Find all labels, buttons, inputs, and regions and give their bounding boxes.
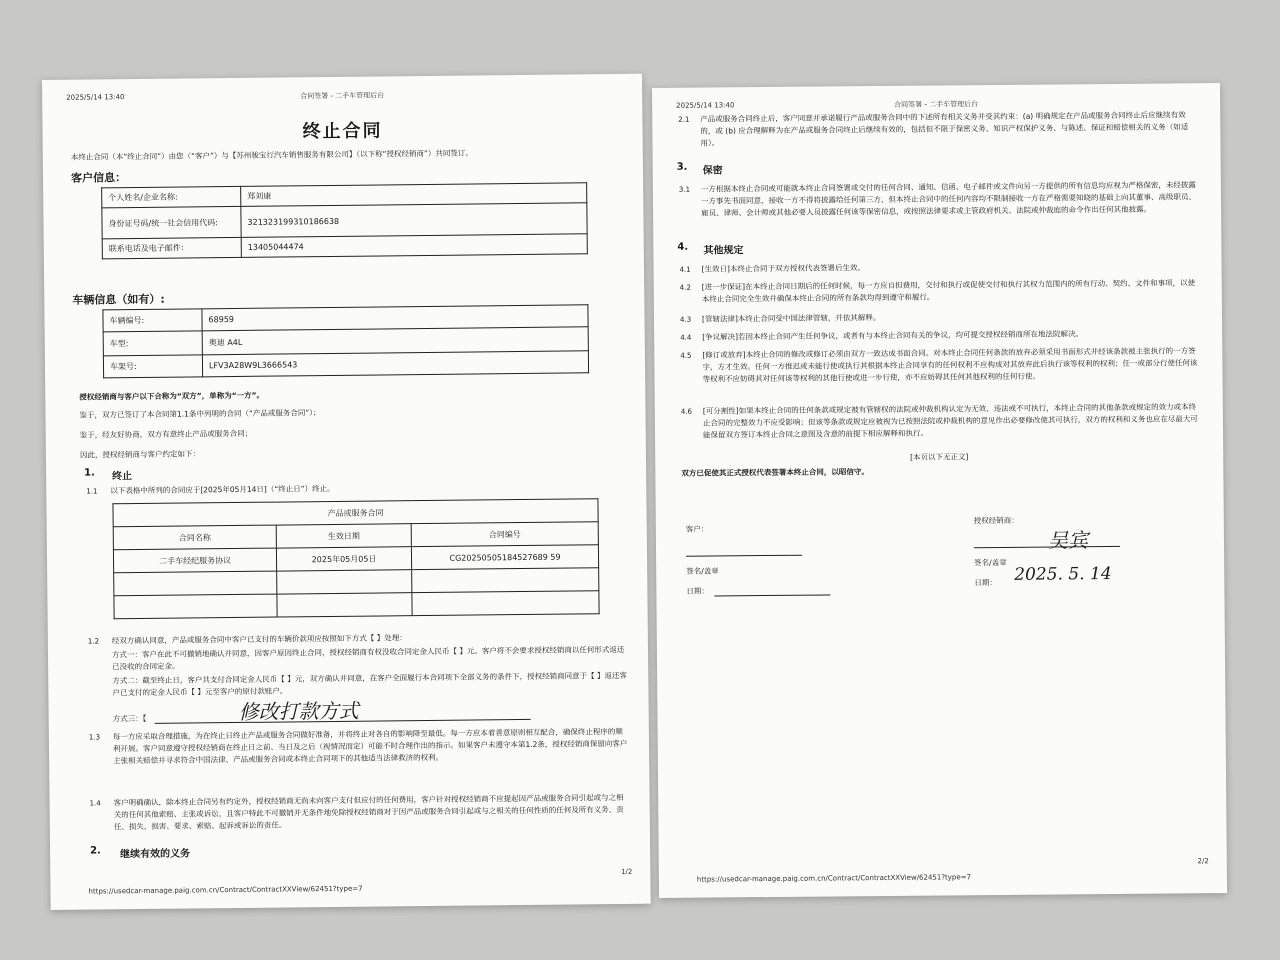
footer-url[interactable]: https://usedcar-manage.paig.com.cn/Contract/ContractXXView/62451?type=7 bbox=[88, 884, 363, 896]
dealer-handwritten-date: 2025. 5. 14 bbox=[1014, 564, 1112, 585]
value-cell: 奥迪 A4L bbox=[202, 327, 588, 355]
header-date: 2025/5/14 13:40 bbox=[676, 101, 735, 110]
page-footer bbox=[88, 867, 633, 896]
table-title: 产品或服务合同 bbox=[113, 499, 598, 527]
page-number: 1/2 bbox=[621, 867, 633, 876]
column-header: 合同编号 bbox=[411, 522, 598, 547]
value-cell: 68959 bbox=[202, 305, 588, 331]
clause-number: 1.4 bbox=[89, 799, 101, 808]
value-cell: 13405044474 bbox=[241, 234, 587, 258]
section-4-title: 其他规定 bbox=[703, 245, 744, 257]
vehicle-info-table bbox=[102, 304, 589, 378]
table-cell: 二手车经纪服务协议 bbox=[113, 548, 276, 573]
clause-number: 1.3 bbox=[88, 733, 101, 742]
page-footer bbox=[696, 857, 1209, 884]
customer-signature-line bbox=[686, 555, 802, 557]
customer-sign-label: 签名/盖章 bbox=[686, 566, 719, 576]
clause-1-2-option-1: 方式一：客户在此不可撤销地确认并同意，因客户原因终止合同，授权经销商有权没收合同定金人民币【 】元。客户将不会要求授权经销商以任何形式返还已没收的合同定金。 bbox=[111, 644, 625, 672]
clause-1-2-option-2: 方式二：截至终止日，客户共支付合同定金人民币【 】元，双方确认并同意，在客户全面履行本合同项下全部义务的条件下，授权经销商同意于【 】返还客户已支付的定金人民币【 】元至客户的原付款账户。 bbox=[112, 670, 628, 698]
section-1-number: 1. bbox=[84, 467, 95, 479]
label-cell: 身份证号码/统一社会信用代码: bbox=[102, 206, 241, 238]
page-header bbox=[66, 88, 618, 102]
parties-paragraph: 授权经销商与客户以下合称为“双方”，单称为“一方”。 bbox=[79, 390, 265, 402]
section-3-title: 保密 bbox=[702, 165, 723, 177]
label-cell: 联系电话及电子邮件： bbox=[102, 237, 241, 258]
clause-number: 2.1 bbox=[678, 115, 690, 124]
clause-number: 4.4 bbox=[680, 333, 692, 342]
clause-4-2: [进一步保证]在本终止合同日期后的任何时候，每一方应自担费用，交付和执行或促使交付和执行其权力范围内的所有行动、契约、文件和事项，以使本终止合同完全生效并确保本终止合同的所有条款均得到遵守和履行。 bbox=[701, 278, 1196, 304]
handwritten-option-3: 修改打款方式 bbox=[238, 698, 359, 724]
contract-table bbox=[112, 498, 599, 619]
clause-1-2: 经双方确认同意，产品或服务合同中客户已支付的车辆价款项应按照如下方式【 】处理： bbox=[111, 633, 407, 646]
clause-number: 3.1 bbox=[678, 185, 691, 194]
value-cell: LFV3A28W9L3666543 bbox=[202, 351, 588, 377]
clause-number: 4.2 bbox=[679, 283, 691, 292]
therefore-paragraph: 因此，授权经销商与客户约定如下： bbox=[79, 449, 200, 460]
section-2-title: 继续有效的义务 bbox=[120, 848, 191, 861]
column-header: 合同名称 bbox=[113, 525, 276, 550]
section-2-number: 2. bbox=[90, 845, 101, 857]
clause-1-2-option-3-label: 方式三：【 bbox=[112, 713, 147, 724]
whereas-2: 鉴于，经友好协商，双方有意终止产品或服务合同； bbox=[79, 428, 253, 440]
label-cell: 个人姓名/企业名称: bbox=[102, 186, 241, 207]
clause-number: 1.2 bbox=[87, 637, 100, 646]
page-header bbox=[676, 97, 1196, 110]
clause-1-1: 以下表格中所列的合同应于[2025年05月14日]（“终止日”）终止。 bbox=[110, 483, 335, 496]
table-cell: 2025年05月05日 bbox=[276, 547, 411, 571]
document-title: 终止合同 bbox=[302, 120, 383, 143]
blank-page-note: [本页以下无正文] bbox=[910, 452, 969, 462]
page-number: 2/2 bbox=[1197, 857, 1209, 866]
clause-4-1: [生效日]本终止合同于双方授权代表签署后生效。 bbox=[701, 263, 865, 274]
label-cell: 车架号: bbox=[103, 355, 202, 378]
clause-number: 1.1 bbox=[86, 487, 98, 496]
vehicle-section-title: 车辆信息（如有）: bbox=[72, 292, 165, 307]
customer-date-label: 日期： bbox=[686, 586, 709, 596]
table-row bbox=[114, 591, 599, 619]
contract-page-1 bbox=[42, 74, 651, 910]
header-title: 合同签署 - 二手车管理后台 bbox=[300, 91, 385, 101]
customer-section-title: 客户信息： bbox=[70, 171, 127, 185]
header-date: 2025/5/14 13:40 bbox=[66, 93, 125, 102]
intro-paragraph: 本终止合同（本“终止合同”）由您（“客户”）与【苏州骏宝行汽车销售服务有限公司】（以下称“授权经销商”）共同签订。 bbox=[70, 148, 473, 162]
table-row bbox=[102, 234, 587, 259]
dealer-label: 授权经销商： bbox=[973, 515, 1019, 526]
clause-number: 4.3 bbox=[679, 315, 692, 324]
clause-4-5: [修订或放弃]本终止合同的修改或修订必须由双方一致达成书面合同。对本终止合同任何条款的放弃必须采用书面形式并经该条款被主张执行的一方签字，方才生效。任何一方推迟或未能行使或执行其根据本终止合同享有的任何权利不应构成对其放弃此后执行该等权利的权利；任一或部分行使任何该等权利不应妨碍其对任何该等权利的其他行使或进一步行使，亦不应妨碍其任何其他权利的任何行使。 bbox=[702, 346, 1198, 384]
label-cell: 车辆编号: bbox=[103, 309, 202, 332]
value-cell: 321323199310186638 bbox=[241, 203, 587, 238]
dealer-date-label: 日期： bbox=[974, 578, 997, 588]
dealer-sign-label: 签名/盖章 bbox=[974, 557, 1007, 568]
clause-number: 4.5 bbox=[680, 351, 692, 360]
clause-number: 4.6 bbox=[680, 407, 693, 416]
customer-info-table bbox=[101, 182, 588, 259]
customer-date-line bbox=[714, 594, 830, 596]
clause-3-1: 一方根据本终止合同或可能就本终止合同签署或交付的任何合同、通知、信函、电子邮件或文件向另一方提供的所有信息均应视为严格保密，未经披露一方事先书面同意，接收一方不得将披露给任何第三方，但本终止合同中的任何内容均不限制接收一方在严格需要知晓的基础上向其董事、高级职员、雇员、律师、会计师或其他必要人员披露任何该等保密信息，或按照法律要求或主管政府机关、法院或仲裁庭的命令作出任何其他披露。 bbox=[700, 180, 1197, 218]
table-row bbox=[103, 351, 588, 378]
table-row bbox=[102, 203, 587, 239]
clause-4-3: [管辖法律]本终止合同受中国法律管辖，并依其解释。 bbox=[701, 313, 881, 324]
value-cell: 郑刘康 bbox=[241, 183, 587, 207]
clause-number: 4.1 bbox=[679, 265, 691, 274]
header-title: 合同签署 - 二手车管理后台 bbox=[894, 100, 979, 109]
dealer-handwritten-signature: 吴宾 bbox=[1047, 528, 1089, 553]
witness-statement: 双方已促使其正式授权代表签署本终止合同，以昭信守。 bbox=[681, 467, 869, 478]
section-3-number: 3. bbox=[676, 161, 688, 173]
customer-label: 客户： bbox=[685, 524, 709, 534]
clause-4-6: [可分割性]如果本终止合同的任何条款或规定被有管辖权的法院或仲裁机构认定为无效、违法或不可执行，本终止合同的其他条款或规定的效力或本终止合同的完整效力不应受影响；但该等条款或规定应被视为已按照法院或仲裁机构的意见作出必要修改使其可执行，双方的权利和义务也应在尽最大可能保留双方签订本终止合同之意图及含意的前提下相应解释和执行。 bbox=[702, 402, 1198, 440]
section-4-number: 4. bbox=[677, 241, 689, 253]
contract-page-2 bbox=[652, 83, 1227, 898]
label-cell: 车型: bbox=[103, 331, 202, 356]
clause-1-4: 客户明确确认，除本终止合同另有约定外，授权经销商无尚未向客户支付但应付的任何费用，客户针对授权经销商不应提起因产品或服务合同引起或与之相关的任何其他索赔、主张或诉讼，且客户特此不可撤销并无条件地免除授权经销商对于因产品或服务合同引起或与之相关的任何性质的任何及所有义务、责任、损失、损害、要求、索赔、起诉或诉讼的责任。 bbox=[113, 792, 624, 832]
column-header: 生效日期 bbox=[276, 524, 411, 548]
clause-1-3: 每一方应采取合理措施，为在终止日终止产品或服务合同做好准备，并将终止对各自的影响降至最低。每一方应本着善意原则相互配合，确保终止程序的顺利开展。客户同意遵守授权经销商在终止日之前、当日及之后（视情况而定）可能不时合理作出的指示。如果客户未遵守本第1.2条，授权经销商保留向客户主张相关赔偿并寻求符合中国法律、产品或服务合同或本终止合同项下的其他适当法律救济的权利。 bbox=[112, 726, 628, 766]
table-cell: CG20250505184527689 59 bbox=[411, 545, 598, 570]
footer-url[interactable]: https://usedcar-manage.paig.com.cn/Contract/ContractXXView/62451?type=7 bbox=[696, 873, 972, 884]
section-1-title: 终止 bbox=[112, 471, 133, 483]
clause-4-4: [争议解决]若因本终止合同产生任何争议，或者有与本终止合同有关的争议，均可提交授权经销商所在地法院解决。 bbox=[702, 329, 1084, 342]
clause-2-1: 产品或服务合同终止后，客户同意并承诺履行产品或服务合同中的下述所有相关义务并受其约束：(a) 明确规定在产品或服务合同终止后应继续有效的，或 (b) 应合理解释为在产品或服务合同终止后继续有效的，包括但不限于保密义务、知识产权保护义务、与陈述、保证和赔偿相关的义务（如适用）。 bbox=[700, 110, 1189, 148]
whereas-1: 鉴于，双方已签订了本合同第1.1条中列明的合同（“产品或服务合同”）； bbox=[79, 408, 321, 420]
